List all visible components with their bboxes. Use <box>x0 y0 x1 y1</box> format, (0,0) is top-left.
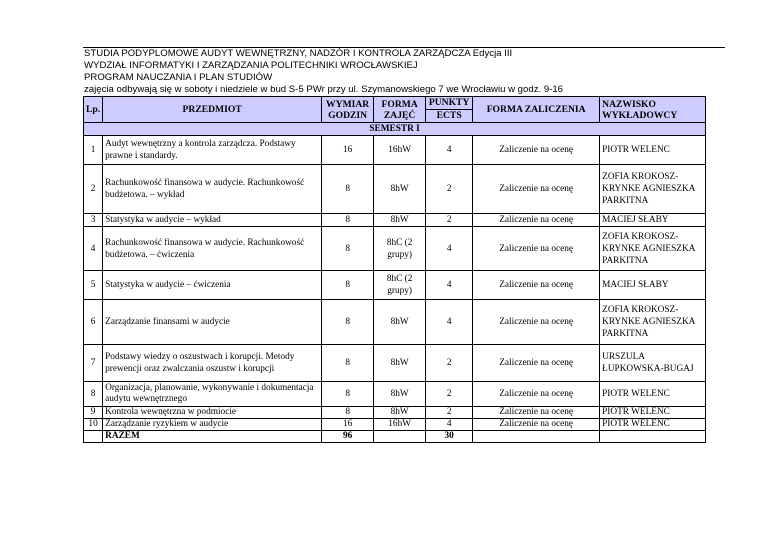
cell-lp: 6 <box>84 300 103 345</box>
cell-lp: 2 <box>84 165 103 214</box>
header-row <box>84 97 706 110</box>
cell-ects: 4 <box>426 271 473 300</box>
cell-subject: Podstawy wiedzy o oszustwach i korupcji. Metody prewencji oraz zwalczania oszustw i korupcji <box>103 345 322 382</box>
total-hours: 96 <box>322 431 374 443</box>
cell-subject: Audyt wewnętrzny a kontrola zarządcza. Podstawy prawne i standardy. <box>103 136 322 165</box>
cell-ects: 2 <box>426 382 473 407</box>
total-label: RAZEM <box>103 431 322 443</box>
cell-hours: 8 <box>322 382 374 407</box>
cell-ects: 2 <box>426 214 473 227</box>
cell-subject: Zarządzanie finansami w audycie <box>103 300 322 345</box>
schedule-note: zajęcia odbywają się w soboty i niedziele w bud S-5 PWr przy ul. Szymanowskiego 7 we Wrocławiu w godz. 9-16 <box>84 84 564 95</box>
cell-lecturer: MACIEJ SŁABY <box>600 214 706 227</box>
col-header-form: FORMA ZAJĘĆ <box>374 97 426 123</box>
cell-lp: 8 <box>84 382 103 407</box>
cell-assessment: Zaliczenie na ocenę <box>473 382 600 407</box>
cell-assessment: Zaliczenie na ocenę <box>473 271 600 300</box>
cell-form: 16hW <box>374 419 426 431</box>
cell-assessment: Zaliczenie na ocenę <box>473 407 600 419</box>
cell-assessment: Zaliczenie na ocenę <box>473 345 600 382</box>
curriculum-table <box>83 96 706 443</box>
total-row <box>84 431 706 443</box>
cell-lp: 3 <box>84 214 103 227</box>
cell-form: 8hW <box>374 214 426 227</box>
cell-form: 8hW <box>374 407 426 419</box>
cell-subject: Zarządzanie ryzykiem w audycie <box>103 419 322 431</box>
cell-form: 16hW <box>374 136 426 165</box>
cell-lecturer: ZOFIA KROKOSZ-KRYNKE AGNIESZKA PARKITNA <box>600 227 706 271</box>
cell-subject: Rachunkowość finansowa w audycie. Rachunkowość budżetowa. – ćwiczenia <box>103 227 322 271</box>
cell-lecturer: PIOTR WELENC <box>600 136 706 165</box>
cell-ects: 2 <box>426 345 473 382</box>
cell-hours: 8 <box>322 345 374 382</box>
plan-title: PROGRAM NAUCZANIA I PLAN STUDIÓW <box>84 72 273 83</box>
cell-subject: Kontrola wewnętrzna w podmiocie <box>103 407 322 419</box>
cell-hours: 8 <box>322 407 374 419</box>
faculty-line: WYDZIAŁ INFORMATYKI I ZARZĄDZANIA POLITECHNIKI WROCŁAWSKIEJ <box>84 60 418 71</box>
semester-label: SEMESTR I <box>84 123 706 136</box>
table-row <box>84 227 706 271</box>
cell-form: 8hW <box>374 345 426 382</box>
cell-lecturer: PIOTR WELENC <box>600 407 706 419</box>
cell-lp: 4 <box>84 227 103 271</box>
cell-lp: 9 <box>84 407 103 419</box>
cell-subject: Rachunkowość finansowa w audycie. Rachunkowość budżetowa. – wykład <box>103 165 322 214</box>
table-row <box>84 214 706 227</box>
cell-hours: 8 <box>322 165 374 214</box>
cell-assessment: Zaliczenie na ocenę <box>473 136 600 165</box>
cell-lecturer: ZOFIA KROKOSZ-KRYNKE AGNIESZKA PARKITNA <box>600 165 706 214</box>
cell-lp: 10 <box>84 419 103 431</box>
cell-assessment: Zaliczenie na ocenę <box>473 214 600 227</box>
cell-form: 8hW <box>374 165 426 214</box>
col-header-ects-bottom: ECTS <box>426 110 473 123</box>
cell-hours: 8 <box>322 227 374 271</box>
table-row <box>84 382 706 407</box>
col-header-hours: WYMIAR GODZIN <box>322 97 374 123</box>
cell-form: 8hW <box>374 382 426 407</box>
cell-ects: 4 <box>426 300 473 345</box>
col-header-ects-top: PUNKTY <box>426 97 473 110</box>
table-row <box>84 271 706 300</box>
cell-lp: 5 <box>84 271 103 300</box>
cell-ects: 4 <box>426 227 473 271</box>
table-row <box>84 300 706 345</box>
cell-hours: 16 <box>322 419 374 431</box>
cell-assessment: Zaliczenie na ocenę <box>473 165 600 214</box>
cell-hours: 16 <box>322 136 374 165</box>
program-title: STUDIA PODYPLOMOWE AUDYT WEWNĘTRZNY, NADZÓR I KONTROLA ZARZĄDCZA Edycja III <box>84 48 513 59</box>
cell-lecturer: URSZULA ŁUPKOWSKA-BUGAJ <box>600 345 706 382</box>
cell-lecturer: ZOFIA KROKOSZ-KRYNKE AGNIESZKA PARKITNA <box>600 300 706 345</box>
col-header-lecturer: NAZWISKO WYKŁADOWCY <box>600 97 706 123</box>
cell-ects: 4 <box>426 419 473 431</box>
table-row <box>84 407 706 419</box>
semester-row <box>84 123 706 136</box>
col-header-subject: PRZEDMIOT <box>103 97 322 123</box>
cell-subject: Statystyka w audycie – wykład <box>103 214 322 227</box>
col-header-lp: Lp. <box>84 97 103 123</box>
cell-hours: 8 <box>322 214 374 227</box>
cell-assessment: Zaliczenie na ocenę <box>473 227 600 271</box>
cell-ects: 2 <box>426 165 473 214</box>
cell-form: 8hW <box>374 300 426 345</box>
table-row <box>84 345 706 382</box>
cell-subject: Statystyka w audycie – ćwiczenia <box>103 271 322 300</box>
cell-lp: 7 <box>84 345 103 382</box>
cell-form: 8hC (2 grupy) <box>374 227 426 271</box>
cell-lp: 1 <box>84 136 103 165</box>
table-row <box>84 136 706 165</box>
cell-hours: 8 <box>322 271 374 300</box>
table-row <box>84 419 706 431</box>
cell-lecturer: PIOTR WELENC <box>600 382 706 407</box>
cell-lecturer: MACIEJ SŁABY <box>600 271 706 300</box>
cell-subject: Organizacja, planowanie, wykonywanie i dokumentacja audytu wewnętrznego <box>103 382 322 407</box>
cell-ects: 4 <box>426 136 473 165</box>
total-ects: 30 <box>426 431 473 443</box>
cell-ects: 2 <box>426 407 473 419</box>
cell-assessment: Zaliczenie na ocenę <box>473 419 600 431</box>
cell-assessment: Zaliczenie na ocenę <box>473 300 600 345</box>
table-row <box>84 165 706 214</box>
cell-lecturer: PIOTR WELENC <box>600 419 706 431</box>
col-header-assessment: FORMA ZALICZENIA <box>473 97 600 123</box>
cell-form: 8hC (2 grupy) <box>374 271 426 300</box>
cell-hours: 8 <box>322 300 374 345</box>
